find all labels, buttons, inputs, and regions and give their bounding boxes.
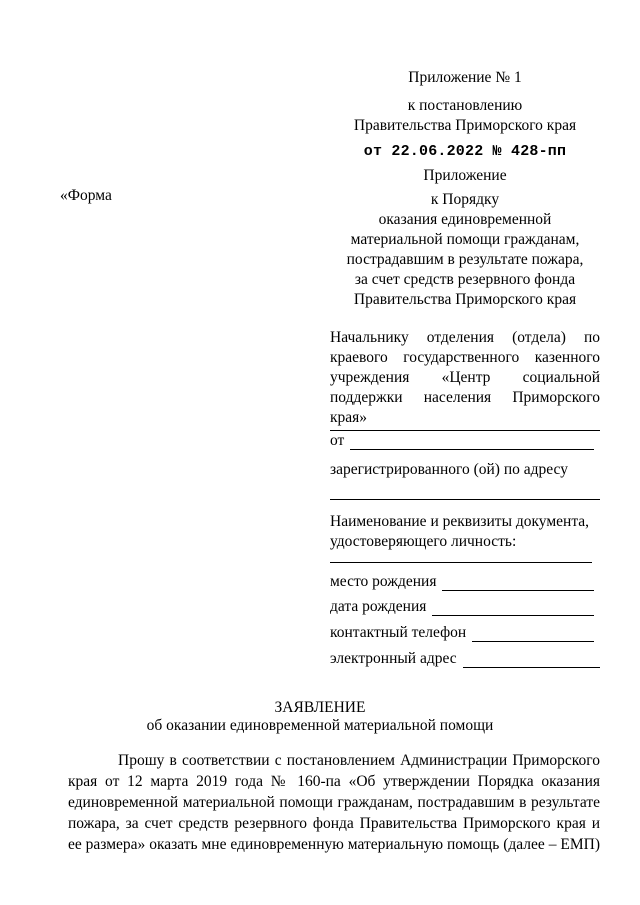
email-field [330,650,600,668]
government-name: Правительства Приморского края [353,117,577,134]
addressee-line: Начальнику отделения (отдела) по [330,329,600,346]
addressee-line: учреждения «Центр социальной [330,369,600,386]
body-line: пожара, за счет средств резервного фонда Правительства Приморского края и [68,815,600,832]
order-line: к Порядку [430,191,500,208]
phone-label: контактный телефон [330,624,467,641]
document-blank-line [330,562,592,563]
address-blank-line [330,499,600,500]
order-line: за счет средств резервного фонда [354,271,576,288]
order-line: пострадавшим в результате пожара, [346,251,584,268]
birthplace-field [330,573,600,591]
statement-title: ЗАЯВЛЕНИЕ [274,699,366,716]
form-label: «Форма [60,187,112,204]
statement-subtitle: об оказании единовременной материальной помощи [146,717,494,734]
appendix-label: Приложение [423,167,507,184]
document-block [330,512,600,552]
addressee-line: края» [330,409,368,426]
addressee-line: краевого государственного казенного [330,349,600,366]
order-line: оказания единовременной [378,211,552,228]
email-label: электронный адрес [330,650,457,667]
birthdate-label: дата рождения [330,598,427,615]
body-line: края от 12 марта 2019 года № 160-па «Об утверждении Порядка оказания [68,773,600,790]
addressee-block [330,328,600,428]
birthdate-field [330,598,600,616]
body-line: Прошу в соответствии с постановлением Администрации Приморского [118,752,600,769]
birthplace-label: место рождения [330,573,437,590]
addressee-blank-line [330,430,600,431]
from-label: от [330,432,345,449]
document-line: Наименование и реквизиты документа, [330,513,590,530]
order-reference [320,190,610,310]
birthplace-blank-line [442,576,594,591]
order-line: Правительства Приморского края [353,291,577,308]
addressee-line: поддержки населения Приморского [330,389,600,406]
from-field [330,432,600,450]
phone-blank-line [472,627,594,642]
appendix-title: Приложение № 1 [408,69,522,86]
registered-address-label: зарегистрированного (ой) по адресу [330,461,568,478]
date-number-stamp: от 22.06.2022 № 428-пп [363,143,567,160]
document-line: удостоверяющего личность: [330,533,517,550]
statement-body [68,750,600,855]
phone-field [330,624,600,642]
resolution-reference: к постановлению [407,97,523,114]
body-line: единовременной материальной помощи гражданам, пострадавшим в результате [68,794,600,811]
from-blank-line [350,435,594,450]
birthdate-blank-line [432,601,594,616]
body-line: ее размера» оказать мне единовременную материальную помощь (далее – ЕМП) [68,836,600,853]
order-line: материальной помощи гражданам, [350,231,580,248]
email-blank-line [463,653,600,668]
